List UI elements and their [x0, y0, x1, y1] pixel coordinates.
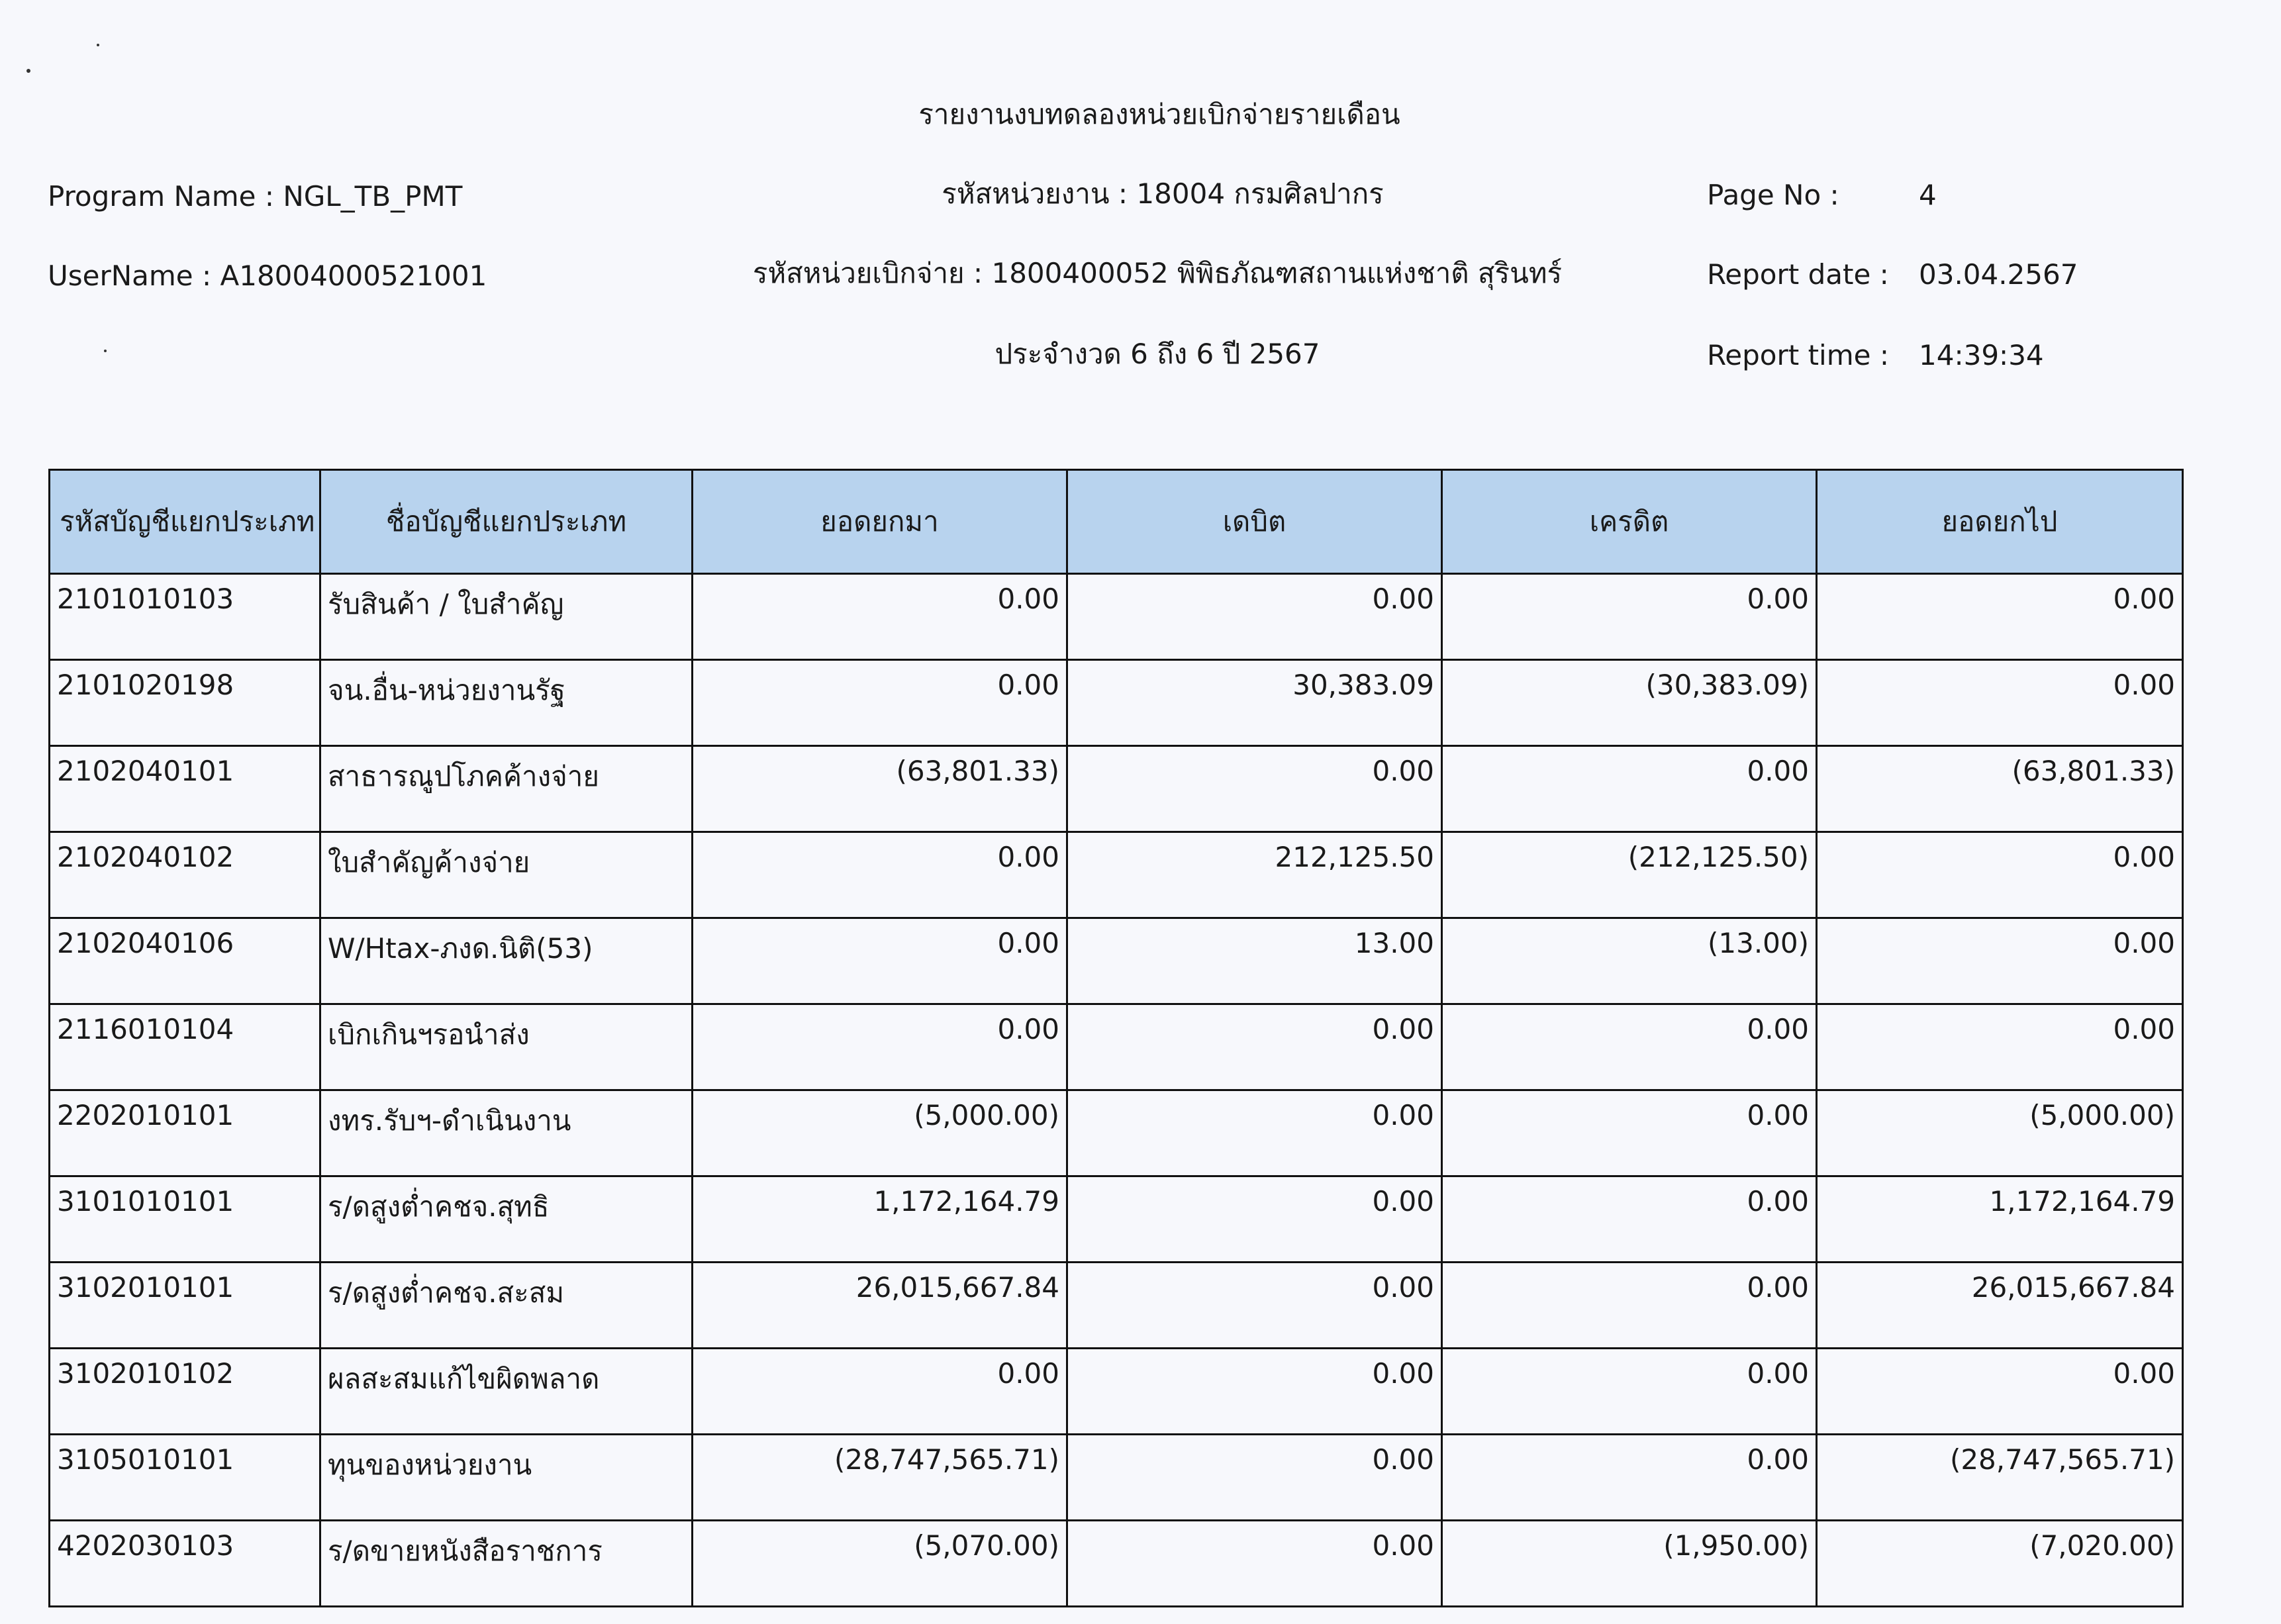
report-title: รายงานงบทดลองหน่วยเบิกจ่ายรายเดือน [918, 98, 1400, 130]
credit-cell: 0.00 [1442, 1263, 1817, 1349]
scan-speck [26, 69, 30, 73]
disbursing-unit: รหัสหน่วยเบิกจ่าย : 1800400052 พิพิธภัณฑสถานแห่งชาติ สุรินทร์ [752, 257, 1563, 289]
account-code-cell: 3101010101 [50, 1176, 320, 1263]
opening-balance-cell: (63,801.33) [693, 746, 1067, 832]
table-header-row [50, 470, 2183, 574]
closing-balance-cell: 0.00 [1817, 574, 2183, 660]
report-time-label: Report time : [1707, 339, 1889, 371]
credit-cell: 0.00 [1442, 574, 1817, 660]
opening-balance-cell: 0.00 [693, 1349, 1067, 1435]
report-period: ประจำงวด 6 ถึง 6 ปี 2567 [995, 338, 1320, 370]
debit-cell: 0.00 [1067, 1176, 1442, 1263]
agency-code: รหัสหน่วยงาน : 18004 กรมศิลปากร [942, 177, 1384, 210]
header-opening-balance: ยอดยกมา [693, 470, 1067, 574]
account-name-cell: ร/ดสูงต่ำคชจ.สุทธิ [320, 1176, 693, 1263]
opening-balance-cell: 26,015,667.84 [693, 1263, 1067, 1349]
table-row [50, 1090, 2183, 1176]
program-name: Program Name : NGL_TB_PMT [48, 180, 463, 213]
account-name-cell: W/Htax-ภงด.นิติ(53) [320, 918, 693, 1004]
closing-balance-cell: (28,747,565.71) [1817, 1435, 2183, 1521]
account-name-cell: ใบสำคัญค้างจ่าย [320, 832, 693, 918]
closing-balance-cell: 0.00 [1817, 1004, 2183, 1090]
account-code-cell: 2102040106 [50, 918, 320, 1004]
table-row [50, 574, 2183, 660]
opening-balance-cell: 0.00 [693, 574, 1067, 660]
account-code-cell: 3102010101 [50, 1263, 320, 1349]
opening-balance-cell: (5,000.00) [693, 1090, 1067, 1176]
table-row [50, 1004, 2183, 1090]
account-code-cell: 4202030103 [50, 1521, 320, 1607]
credit-cell: 0.00 [1442, 1090, 1817, 1176]
account-name-cell: ทุนของหน่วยงาน [320, 1435, 693, 1521]
credit-cell: 0.00 [1442, 1349, 1817, 1435]
credit-cell: 0.00 [1442, 1004, 1817, 1090]
page-no-value: 4 [1919, 179, 1937, 211]
credit-cell: (212,125.50) [1442, 832, 1817, 918]
opening-balance-cell: 0.00 [693, 918, 1067, 1004]
closing-balance-cell: 1,172,164.79 [1817, 1176, 2183, 1263]
account-code-cell: 2101010103 [50, 574, 320, 660]
opening-balance-cell: (5,070.00) [693, 1521, 1067, 1607]
closing-balance-cell: 0.00 [1817, 660, 2183, 746]
account-code-cell: 2116010104 [50, 1004, 320, 1090]
table-row [50, 1435, 2183, 1521]
trial-balance-table [48, 469, 2184, 1607]
opening-balance-cell: (28,747,565.71) [693, 1435, 1067, 1521]
debit-cell: 0.00 [1067, 1435, 1442, 1521]
credit-cell: (13.00) [1442, 918, 1817, 1004]
opening-balance-cell: 0.00 [693, 1004, 1067, 1090]
debit-cell: 30,383.09 [1067, 660, 1442, 746]
debit-cell: 212,125.50 [1067, 832, 1442, 918]
account-name-cell: สาธารณูปโภคค้างจ่าย [320, 746, 693, 832]
credit-cell: 0.00 [1442, 746, 1817, 832]
table-row [50, 1349, 2183, 1435]
account-code-cell: 2202010101 [50, 1090, 320, 1176]
account-code-cell: 3105010101 [50, 1435, 320, 1521]
debit-cell: 13.00 [1067, 918, 1442, 1004]
debit-cell: 0.00 [1067, 1521, 1442, 1607]
table-row [50, 1521, 2183, 1607]
closing-balance-cell: (7,020.00) [1817, 1521, 2183, 1607]
closing-balance-cell: (5,000.00) [1817, 1090, 2183, 1176]
closing-balance-cell: 0.00 [1817, 918, 2183, 1004]
account-name-cell: ผลสะสมแก้ไขผิดพลาด [320, 1349, 693, 1435]
table-row [50, 1176, 2183, 1263]
credit-cell: (30,383.09) [1442, 660, 1817, 746]
closing-balance-cell: 0.00 [1817, 1349, 2183, 1435]
header-debit: เดบิต [1067, 470, 1442, 574]
debit-cell: 0.00 [1067, 1090, 1442, 1176]
account-name-cell: เบิกเกินฯรอนำส่ง [320, 1004, 693, 1090]
credit-cell: 0.00 [1442, 1435, 1817, 1521]
opening-balance-cell: 1,172,164.79 [693, 1176, 1067, 1263]
report-time-value: 14:39:34 [1919, 339, 2044, 371]
debit-cell: 0.00 [1067, 746, 1442, 832]
account-code-cell: 3102010102 [50, 1349, 320, 1435]
table-row [50, 832, 2183, 918]
account-name-cell: งทร.รับฯ-ดำเนินงาน [320, 1090, 693, 1176]
account-code-cell: 2102040102 [50, 832, 320, 918]
account-name-cell: รับสินค้า / ใบสำคัญ [320, 574, 693, 660]
report-date-value: 03.04.2567 [1919, 258, 2078, 291]
header-closing-balance: ยอดยกไป [1817, 470, 2183, 574]
table-row [50, 746, 2183, 832]
header-credit: เครดิต [1442, 470, 1817, 574]
opening-balance-cell: 0.00 [693, 660, 1067, 746]
account-code-cell: 2101020198 [50, 660, 320, 746]
page-no-label: Page No : [1707, 179, 1839, 211]
table-row [50, 918, 2183, 1004]
closing-balance-cell: (63,801.33) [1817, 746, 2183, 832]
scan-speck [104, 350, 107, 352]
account-name-cell: จน.อื่น-หน่วยงานรัฐ [320, 660, 693, 746]
header-account-name: ชื่อบัญชีแยกประเภท [320, 470, 693, 574]
debit-cell: 0.00 [1067, 1349, 1442, 1435]
credit-cell: 0.00 [1442, 1176, 1817, 1263]
closing-balance-cell: 26,015,667.84 [1817, 1263, 2183, 1349]
debit-cell: 0.00 [1067, 574, 1442, 660]
table-body [50, 574, 2183, 1607]
report-date-label: Report date : [1707, 258, 1889, 291]
header-account-code: รหัสบัญชีแยกประเภท [50, 470, 320, 574]
account-name-cell: ร/ดสูงต่ำคชจ.สะสม [320, 1263, 693, 1349]
credit-cell: (1,950.00) [1442, 1521, 1817, 1607]
account-code-cell: 2102040101 [50, 746, 320, 832]
account-name-cell: ร/ดขายหนังสือราชการ [320, 1521, 693, 1607]
table-row [50, 1263, 2183, 1349]
debit-cell: 0.00 [1067, 1263, 1442, 1349]
username: UserName : A18004000521001 [48, 260, 487, 292]
table-row [50, 660, 2183, 746]
debit-cell: 0.00 [1067, 1004, 1442, 1090]
scan-speck [97, 44, 99, 46]
opening-balance-cell: 0.00 [693, 832, 1067, 918]
closing-balance-cell: 0.00 [1817, 832, 2183, 918]
